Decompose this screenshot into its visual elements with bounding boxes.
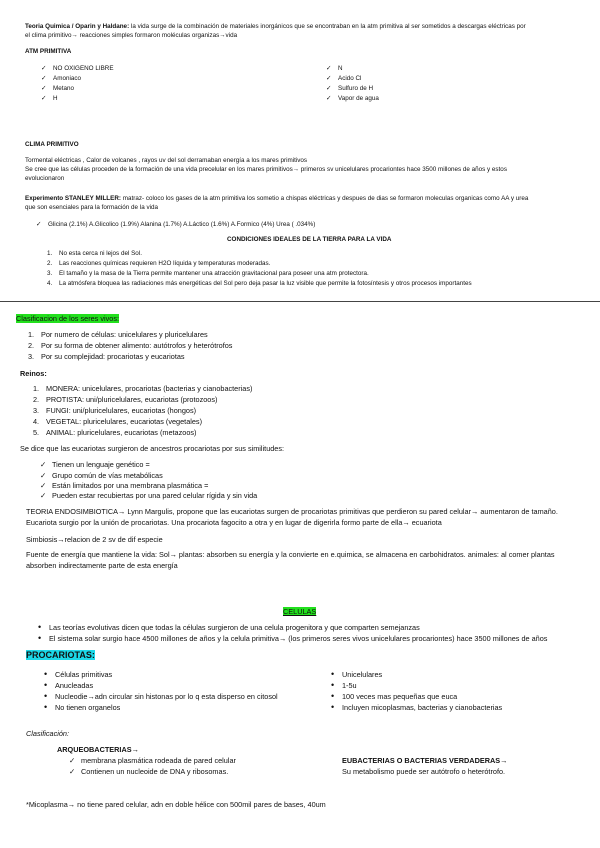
- celulas-item: • El sistema solar surgio hace 4500 millones de años y la celula primitiva→ (los primeros seres vivos unicelulares procariontes) hace 3500 millones de años: [49, 634, 547, 643]
- reino-item: 5. ANIMAL: pluricelulares, eucariotas (metazoos): [33, 428, 197, 437]
- section-divider: [0, 301, 600, 302]
- miller-results: ✓ Glicina (2.1%) A.Glicolico (1.9%) Alanina (1.7%) A.Láctico (1.6%) A.Formico (4%) Urea ( .034%): [48, 221, 315, 229]
- procariotas-right-item: • 100 veces mas pequeñas que euca: [342, 692, 457, 701]
- clima-line: Se cree que las células proceden de la formación de una vida precelular en los mares primitivos→ primeros sv unicelulares procariontes hace 3500 millones de años y estos: [25, 166, 507, 173]
- clima-line: evolucionaron: [25, 175, 65, 182]
- procariotas-title: PROCARIOTAS:: [26, 650, 95, 660]
- condiciones-title: CONDICIONES IDEALES DE LA TIERRA PARA LA VIDA: [227, 236, 392, 243]
- eucariotas-item: ✓ Grupo común de vías metabólicas: [52, 471, 163, 480]
- procariotas-left-item: • Células primitivas: [55, 670, 112, 679]
- procariotas-right-item: • 1-5u: [342, 681, 357, 690]
- procariotas-right-item: • Unicelulares: [342, 670, 382, 679]
- atm-left-item: ✓ Metano: [53, 85, 74, 93]
- endosimbiotica-line: Eucariota surgio por la unión de procariotas. Una procariota fagocito a otra y en lugar de digerirla formo parte de ella→ ecuariota: [26, 518, 442, 527]
- atm-left-item: ✓ H: [53, 95, 58, 103]
- eucariotas-item: ✓ Están limitados por una membrana plasmática =: [52, 481, 208, 490]
- eucariotas-intro: Se dice que las eucariotas surgieron de ancestros procariotas por sus similitudes:: [20, 444, 285, 453]
- energia-line: Fuente de energía que mantiene la vida: Sol→ plantas: absorben su energía y la convierte en e.quimica, se almacena en carbohidratos. animales: al comer plantas: [26, 550, 555, 559]
- condiciones-item: 2. Las reacciones químicas requieren H2O líquida y temperaturas moderadas.: [47, 260, 271, 267]
- teoria-quimica-label: Teoria Quimica / Oparin y Haldane:: [25, 23, 130, 30]
- celulas-item: • Las teorías evolutivas dicen que todas la células surgieron de una celula progenitora y que comparten semejanzas: [49, 623, 420, 632]
- condiciones-item: 3. El tamaño y la masa de la Tierra permite mantener una atracción gravitacional para poseer una atm protectora.: [47, 270, 369, 277]
- arqueobacterias-item: ✓ membrana plasmática rodeada de pared celular: [81, 756, 236, 765]
- reino-item: 3. FUNGI: uni/pluricelulares, eucariotas (hongos): [33, 406, 197, 415]
- condiciones-item: 4. La atmósfera bloquea las radiaciones más energéticas del Sol pero deja pasar la luz visible que permite la fotosíntesis y otros procesos importantes: [47, 280, 472, 287]
- clima-title: CLIMA PRIMITIVO: [25, 141, 79, 148]
- clasificacion-title: Clasificacion de los seres vivos:: [16, 314, 120, 323]
- procariotas-left-item: • No tienen organelos: [55, 703, 120, 712]
- eubacterias-text: Su metabolismo puede ser autótrofo o heterótrofo.: [342, 767, 506, 776]
- miller-text: matraz- coloco los gases de la atm primitiva los sometio a chispas eléctricas y despues de dias se formaron moleculas organicas como AA y urea: [120, 195, 529, 202]
- clasificacion-item: 1. Por numero de células: unicelulares y pluricelulares: [28, 330, 208, 339]
- condiciones-item: 1. No esta cerca ni lejos del Sol.: [47, 250, 142, 257]
- clasificacion-item: 3. Por su complejidad: procariotas y eucariotas: [28, 352, 185, 361]
- procariotas-right-item: • Incluyen micoplasmas, bacterias y cianobacterias: [342, 703, 502, 712]
- micoplasma-note: *Micoplasma→ no tiene pared celular, adn en doble hélice con 500mil pares de bases, 40um: [26, 800, 326, 809]
- teoria-quimica-line1: [25, 23, 526, 31]
- arqueobacterias-item: ✓ Contienen un nucleoide de DNA y ribosomas.: [81, 767, 228, 776]
- celulas-title: CELULAS: [283, 607, 317, 616]
- atm-right-item: ✓ N: [338, 65, 343, 73]
- eucariotas-item: ✓ Pueden estar recubiertas por una pared celular rígida y sin vida: [52, 491, 257, 500]
- energia-line: absorben indirectamente parte de esta energía: [26, 561, 178, 570]
- teoria-quimica-line2: el clima primitivo→ reacciones simples formaron moléculas organizas→vida: [25, 32, 238, 39]
- miller-label: Experimento STANLEY MILLER:: [25, 195, 121, 202]
- clasif-label: Clasificación:: [26, 729, 69, 738]
- teoria-quimica-text: la vida surge de la combinación de materiales inorgánicos que se encontraban en la atm primitiva al ser sometidos a descargas eléctricas por: [129, 23, 526, 30]
- atm-right-item: ✓ Vapor de agua: [338, 95, 379, 103]
- arqueobacterias-title: ARQUEOBACTERIAS→: [57, 745, 139, 754]
- eucariotas-item: ✓ Tienen un lenguaje genético =: [52, 460, 150, 469]
- miller-line1: [25, 195, 528, 203]
- atm-right-item: ✓ Sulfuro de H: [338, 85, 373, 93]
- miller-line2: que son esenciales para la formación de la vida: [25, 204, 159, 211]
- simbiosis-text: Simbiosis→relacion de 2 sv de dif especie: [26, 535, 163, 544]
- procariotas-left-item: • Nucleodie→adn circular sin histonas por lo q esta disperso en citosol: [55, 692, 278, 701]
- endosimbiotica-line: TEORIA ENDOSIMBIOTICA→ Lynn Margulis, propone que las eucariotas surgen de procariotas primitivas que perdieron su pared celular→ aumentaron de tamaño.: [26, 507, 558, 516]
- reino-item: 1. MONERA: unicelulares, procariotas (bacterias y cianobacterias): [33, 384, 253, 393]
- eubacterias-title: EUBACTERIAS O BACTERIAS VERDADERAS→: [342, 756, 508, 765]
- clasificacion-item: 2. Por su forma de obtener alimento: autótrofos y heterótrofos: [28, 341, 233, 350]
- reino-item: 4. VEGETAL: pluricelulares, eucariotas (vegetales): [33, 417, 203, 426]
- atm-left-item: ✓ Amoniaco: [53, 75, 81, 83]
- atm-title: ATM PRIMITIVA: [25, 48, 72, 55]
- atm-right-item: ✓ Acido Cl: [338, 75, 361, 83]
- procariotas-left-item: • Anucleadas: [55, 681, 93, 690]
- reino-item: 2. PROTISTA: uni/pluricelulares, eucariotas (protozoos): [33, 395, 218, 404]
- reinos-title: Reinos:: [20, 369, 47, 378]
- atm-left-item: ✓ NO OXIGENO LIBRE: [53, 65, 114, 73]
- clima-line: Tormental eléctricas , Calor de volcanes , rayos uv del sol derramaban energía a los mares primitivos: [25, 157, 308, 164]
